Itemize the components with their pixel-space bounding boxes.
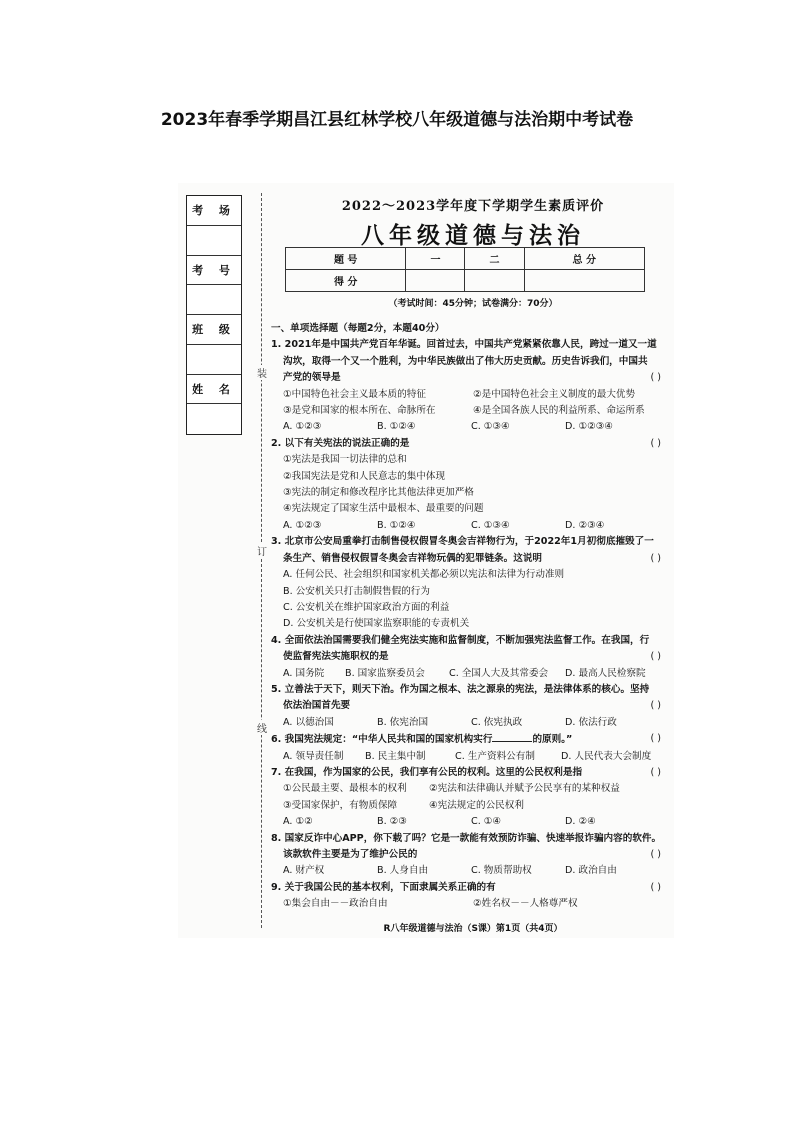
statement: ①宪法是我国一切法律的总和 [283,454,407,466]
q4-stem-line: 使监督宪法实施职权的是 [283,651,389,663]
option-a: A. 以德治国 [283,716,334,728]
option-b: B. 依宪治国 [377,716,429,728]
option-d: D. ①②③④ [565,421,613,433]
option-c: C. ①③④ [471,519,510,531]
info-cell-name-value [187,404,241,434]
statement: ④是全国各族人民的利益所系、命运所系 [473,405,645,417]
q6-stem-row [271,731,661,748]
score-header-cell: 总 分 [524,248,644,270]
q5-options [271,715,661,731]
score-label-cell: 得 分 [286,270,406,292]
score-value-cell [406,270,465,292]
info-cell-class: 班 级 [187,315,241,345]
score-value-cell [465,270,524,292]
statement: ①集会自由－－政治自由 [283,898,388,910]
option-b: B. 人身自由 [377,865,429,877]
q5-stem-line: 依法治国首先要 [283,700,351,712]
answer-paren: ( ) [650,700,661,712]
page-footer: R八年级道德与法治（S课）第1页（共4页） [383,924,563,934]
statement: ①中国特色社会主义最本质的特征 [283,388,426,400]
q8-stem-line: 该款软件主要是为了维护公民的 [283,849,418,860]
info-cell-exam-number: 考 号 [187,256,241,286]
q7-options [271,814,661,830]
score-header-cell: 题 号 [286,248,406,270]
fill-in-blank [492,731,532,742]
cut-label-ding: 订 [256,543,268,558]
option-d: D. ②④ [565,816,596,828]
option-d: D. 人民代表大会制度 [561,750,652,762]
answer-paren: ( ) [650,881,661,893]
q5-stem-line: 5. 立善法于天下，则天下治。作为国之根本、法之源泉的宪法，是法律体系的核心。坚持 [271,683,650,695]
info-cell-exam-room-value [187,226,241,256]
option-c: C. 物质帮助权 [471,865,532,877]
statement: ②我国宪法是党和人民意志的集中体现 [283,470,446,482]
info-cell-exam-room: 考 场 [187,196,241,226]
score-header-cell: 一 [406,248,465,270]
statement: ②姓名权－－人格尊严权 [473,898,578,910]
exam-subtitle: 2022～2023学年度下学期学生素质评价 [341,199,605,214]
option-c: C. 生产资料公有制 [455,750,535,762]
option-d: D. ②③④ [565,519,605,531]
option-c: C. 依宪执政 [471,716,523,728]
cut-label-xian: 线 [256,720,268,735]
option-b: B. ②③ [377,816,407,828]
statement: ④宪法规定的公民权利 [429,799,524,811]
exam-meta: （考试时间：45分钟；试卷满分：70分） [388,299,558,309]
questions [271,321,661,913]
option-a: A. ①②③ [283,519,322,531]
q3-stem-row [271,551,661,567]
q4-stem-row [271,649,661,665]
q4-options [271,666,661,682]
answer-paren: ( ) [650,651,661,663]
q1-statement-row [271,403,661,419]
option-b: B. 公安机关只打击制假售假的行为 [283,585,430,597]
statement: ②宪法和法律确认并赋予公民享有的某种权益 [429,783,620,795]
q5-stem-row [271,698,661,714]
q1-stem-row [271,370,661,386]
q4-stem-line: 4. 全面依法治国需要我们健全宪法实施和监督制度，不断加强宪法监督工作。在我国，行 [271,634,650,646]
student-info-box [186,195,242,435]
option-a: A. 领导责任制 [283,750,344,762]
option-c: C. ①④ [471,816,501,828]
score-value-cell [524,270,644,292]
answer-paren: ( ) [650,766,661,778]
q7-statement-row [271,781,661,797]
option-c: C. ①③④ [471,421,510,433]
q9-stem: 9. 关于我国公民的基本权利，下面隶属关系正确的有 [271,881,496,893]
info-cell-class-value [187,345,241,375]
q2-stem: 2. 以下有关宪法的说法正确的是 [271,437,410,449]
q3-stem-line: 3. 北京市公安局重拳打击制售侵权假冒冬奥会吉祥物行为，于2022年1月初彻底摧毁了一 [271,536,654,548]
cut-label-zhuang: 装 [256,365,268,380]
option-b: B. 国家监察委员会 [345,667,425,679]
q1-stem-line: 沟坎，取得一个又一个胜利，为中华民族做出了伟大历史贡献。历史告诉我们，中国共 [283,355,648,367]
statement: ③是党和国家的根本所在、命脉所在 [283,405,436,417]
statement: ②是中国特色社会主义制度的最大优势 [473,388,636,400]
q1-stem-line: 产党的领导是 [283,372,341,384]
option-b: B. 民主集中制 [365,750,426,762]
score-table-row [286,248,645,270]
statement: ①公民最主要、最根本的权利 [283,783,407,795]
answer-paren: ( ) [650,849,661,860]
option-b: B. ①②④ [377,519,416,531]
q2-options [271,518,661,534]
q8-stem-line: 8. 国家反诈中心APP，你下载了吗？它是一款能有效预防诈骗、快速举报诈骗内容的软件。 [271,832,661,844]
option-d: D. 政治自由 [565,865,617,877]
option-a: A. 国务院 [283,667,325,679]
option-a: A. ①②③ [283,421,322,433]
info-cell-exam-number-value [187,285,241,315]
q6-stem [271,731,631,748]
option-a: A. 财产权 [283,865,325,877]
answer-paren: ( ) [650,552,661,564]
score-table-row [286,270,645,292]
page-title: 2023年春季学期昌江县红林学校八年级道德与法治期中考试卷 [160,110,634,130]
option-d: D. 最高人民检察院 [565,667,646,679]
q1-stem-line: 1. 2021年是中国共产党百年华诞。回首过去，中国共产党紧紧依靠人民，跨过一道又一道 [271,339,657,351]
section-heading: 一、单项选择题（每题2分，本题40分） [271,323,445,334]
statement: ③宪法的制定和修改程序比其他法律更加严格 [283,487,474,499]
exam-scan [178,183,674,938]
exam-title: 八年级道德与法治 [361,222,585,249]
q6-stem-pre: 6. 我国宪法规定：“中华人民共和国的国家机构实行 [271,734,493,746]
option-a: A. ①② [283,816,313,828]
statement: ③受国家保护，有物质保障 [283,799,398,811]
option-b: B. ①②④ [377,421,416,433]
q6-stem-post: 的原则。” [532,734,573,746]
score-table [285,247,645,292]
answer-paren: ( ) [650,437,661,449]
q7-statement-row [271,798,661,814]
q8-options [271,863,661,879]
option-a: A. 任何公民、社会组织和国家机关都必须以宪法和法律为行动准则 [283,569,565,581]
answer-paren: ( ) [650,372,661,384]
option-d: D. 公安机关是行使国家监察职能的专责机关 [283,618,470,630]
option-d: D. 依法行政 [565,716,617,728]
q3-stem-line: 条生产、销售侵权假冒冬奥会吉祥物玩偶的犯罪链条。这说明 [283,552,543,564]
option-c: C. 公安机关在维护国家政治方面的利益 [283,601,450,613]
score-header-cell: 二 [465,248,524,270]
q9-stem-row [271,880,661,896]
q1-statement-row [271,387,661,403]
info-cell-name: 姓 名 [187,375,241,405]
answer-paren: ( ) [650,733,661,745]
option-c: C. 全国人大及其常委会 [449,667,549,679]
q7-stem: 7. 在我国，作为国家的公民，我们享有公民的权利。这里的公民权利是指 [271,766,583,778]
q8-stem-row [271,847,661,863]
q9-statement-row [271,896,661,912]
q6-options [271,749,661,765]
q7-stem-row [271,765,661,781]
q1-options [271,419,661,435]
q2-stem-row [271,436,661,452]
binding-cut-line [261,193,262,928]
statement: ④宪法规定了国家生活中最根本、最重要的问题 [283,503,484,515]
